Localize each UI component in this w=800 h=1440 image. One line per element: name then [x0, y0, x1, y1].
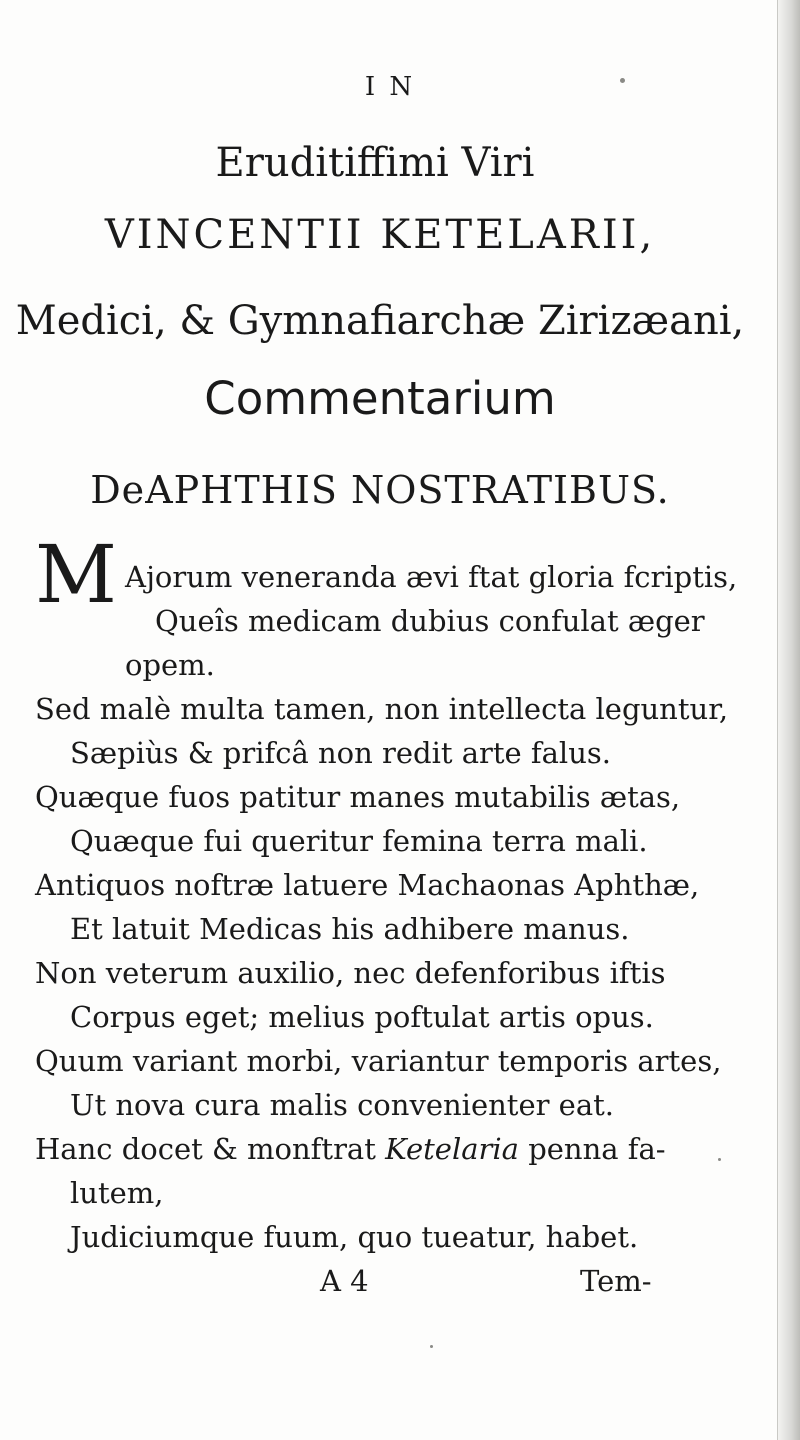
poem-line: Ut nova cura malis convenienter eat. [70, 1088, 615, 1122]
poem-line: Ajorum veneranda ævi ftat gloria fcriptis, [125, 560, 738, 594]
poem-line: Et latuit Medicas his adhibere manus. [70, 912, 630, 946]
heading-in: I N [364, 72, 416, 102]
drop-cap: M [35, 528, 117, 621]
poem-line [35, 1132, 666, 1166]
signature-mark: A 4 [320, 1264, 369, 1298]
heading-author-name: VINCENTII KETELARII, [104, 212, 656, 258]
heading-de: De [90, 468, 146, 512]
page-binding-edge [777, 0, 800, 1440]
poem-text: penna fa- [528, 1132, 666, 1166]
poem-line: Sæpiùs & prifcâ non redit arte falus. [70, 736, 611, 770]
paper-speck [718, 1158, 721, 1161]
poem-line: Corpus eget; melius poftulat artis opus. [70, 1000, 654, 1034]
poem-line: Quæque fui queritur femina terra mali. [70, 824, 648, 858]
poem-line: lutem, [70, 1176, 164, 1210]
poem-line: Quum variant morbi, variantur temporis artes, [35, 1044, 722, 1078]
poem-line: Judiciumque fuum, quo tueatur, habet. [70, 1220, 639, 1254]
heading-commentarium: Commentarium [204, 372, 556, 425]
paper-speck [620, 78, 625, 83]
heading-treatise-title [0, 468, 780, 512]
heading-author-title: Medici, & Gymnafiarchæ Zirizæani, [15, 298, 745, 344]
heading-aphthis: APHTHIS NOSTRATIBUS. [145, 468, 670, 512]
poem-line: opem. [125, 648, 215, 682]
poem-line: Quæque fuos patitur manes mutabilis ætas, [35, 780, 681, 814]
poem-line: Non veterum auxilio, nec defenforibus iftis [35, 956, 666, 990]
catchword: Tem- [580, 1264, 652, 1298]
poem-line: Sed malè multa tamen, non intellecta leguntur, [35, 692, 729, 726]
heading-eruditissimi: Eruditiffimi Viri [215, 140, 535, 186]
poem-line: Antiquos noftræ latuere Machaonas Aphthæ, [35, 868, 700, 902]
poem-line: Queîs medicam dubius confulat æger [155, 604, 705, 638]
poem-text: Hanc docet & monftrat [35, 1132, 376, 1166]
poem-italic-name: Ketelaria [385, 1132, 519, 1166]
paper-speck [430, 1345, 433, 1348]
